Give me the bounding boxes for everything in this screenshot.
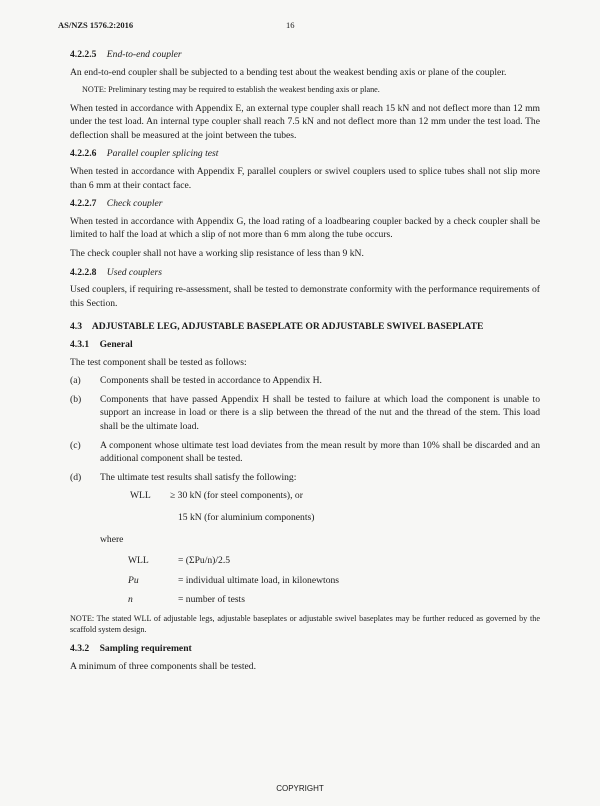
paragraph: A minimum of three components shall be tested.: [70, 660, 256, 672]
list-text: Components that have passed Appendix H shall be tested to failure at which load the component is unable to support an increase in load or there is a slip between the thread of the nut and the thread of the stem. This load shall be the ultimate load.: [100, 393, 540, 432]
clause-number: 4.2.2.5: [70, 49, 97, 60]
heading-431: [70, 338, 540, 352]
heading-432: [70, 642, 540, 656]
list-label: (b): [70, 393, 82, 405]
section-title: ADJUSTABLE LEG, ADJUSTABLE BASEPLATE OR ADJUSTABLE SWIVEL BASEPLATE: [91, 321, 484, 333]
list-text: Components shall be tested in accordance to Appendix H.: [100, 375, 322, 387]
condition-steel: ≥ 30 kN (for steel components), or: [170, 490, 303, 502]
definition-text: = individual ultimate load, in kilonewtons: [178, 574, 340, 586]
definitions: [128, 554, 540, 607]
list-item: [70, 439, 540, 466]
list-item: [70, 393, 540, 434]
definition-text: = (ΣPu/n)/2.5: [178, 555, 231, 567]
heading-43: [70, 320, 540, 334]
clause-number: 4.3.1: [70, 339, 90, 350]
heading-4228: [70, 266, 540, 280]
definition-symbol: Pu: [128, 574, 139, 586]
definition-text: = number of tests: [178, 594, 245, 606]
list-label: (d): [70, 471, 82, 483]
note: NOTE: Preliminary testing may be required to establish the weakest bending axis or plane.: [82, 85, 380, 95]
page-body: [70, 48, 540, 678]
page-number: 16: [286, 20, 295, 30]
clause-number: 4.2.2.8: [70, 266, 97, 278]
clause-title: Check coupler: [106, 198, 163, 210]
paragraph: When tested in accordance with Appendix E, an external type coupler shall reach 15 kN and not deflect more than 12 mm under the test load. An internal type coupler shall reach 7.5 kN and not deflect more than 12 mm under the test load. The deflection shall be measured at the joint between the tubes.: [70, 102, 540, 141]
definition-row: [128, 554, 540, 568]
condition-aluminium: 15 kN (for aluminium components): [178, 511, 315, 523]
definition-row: [128, 593, 540, 607]
where-label: where: [100, 533, 124, 545]
paragraph: Used couplers, if requiring re-assessment, shall be tested to demonstrate conformity with the performance requirements of this Section.: [70, 284, 540, 309]
definition-symbol: n: [128, 594, 133, 606]
standard-designation: AS/NZS 1576.2:2016: [58, 20, 134, 30]
list-item: [70, 374, 540, 388]
clause-title: General: [99, 339, 133, 350]
paragraph: When tested in accordance with Appendix G, the load rating of a loadbearing coupler backed by a check coupler shall be limited to half the load at which a slip of not more than 6 mm along the tube occurs.: [70, 215, 540, 241]
section-number: 4.3: [70, 321, 82, 333]
paragraph: The test component shall be tested as follows:: [70, 356, 247, 368]
clause-title: Parallel coupler splicing test: [106, 148, 219, 160]
clause-title: End-to-end coupler: [106, 49, 182, 60]
list-label: (c): [70, 439, 81, 451]
clause-title: Sampling requirement: [99, 642, 192, 654]
wll-symbol: WLL: [130, 490, 151, 502]
heading-4225: [70, 48, 540, 62]
definition-symbol: WLL: [128, 555, 149, 567]
heading-4227: [70, 197, 540, 211]
paragraph: The check coupler shall not have a working slip resistance of less than 9 kN.: [70, 248, 364, 260]
clause-number: 4.2.2.7: [70, 198, 97, 210]
list-text: The ultimate test results shall satisfy the following:: [100, 471, 297, 483]
wll-condition: [100, 489, 540, 524]
heading-4226: [70, 147, 540, 161]
clause-number: 4.3.2: [70, 642, 90, 654]
list-item: [70, 471, 540, 485]
note: NOTE: The stated WLL of adjustable legs, adjustable baseplates or adjustable swivel baseplates may be further reduced as governed by the scaffold system design.: [70, 613, 540, 635]
paragraph: When tested in accordance with Appendix F, parallel couplers or swivel couplers used to splice tubes shall not slip more than 6 mm at their contact face.: [70, 166, 540, 191]
list-label: (a): [70, 375, 81, 387]
definition-row: [128, 574, 540, 588]
clause-title: Used couplers: [106, 266, 162, 278]
list-text: A component whose ultimate test load deviates from the mean result by more than 10% shall be discarded and an additional component shall be tested.: [100, 439, 540, 465]
clause-number: 4.2.2.6: [70, 148, 97, 160]
copyright-footer: COPYRIGHT: [276, 784, 324, 793]
paragraph: An end-to-end coupler shall be subjected to a bending test about the weakest bending axis or plane of the coupler.: [70, 66, 507, 78]
